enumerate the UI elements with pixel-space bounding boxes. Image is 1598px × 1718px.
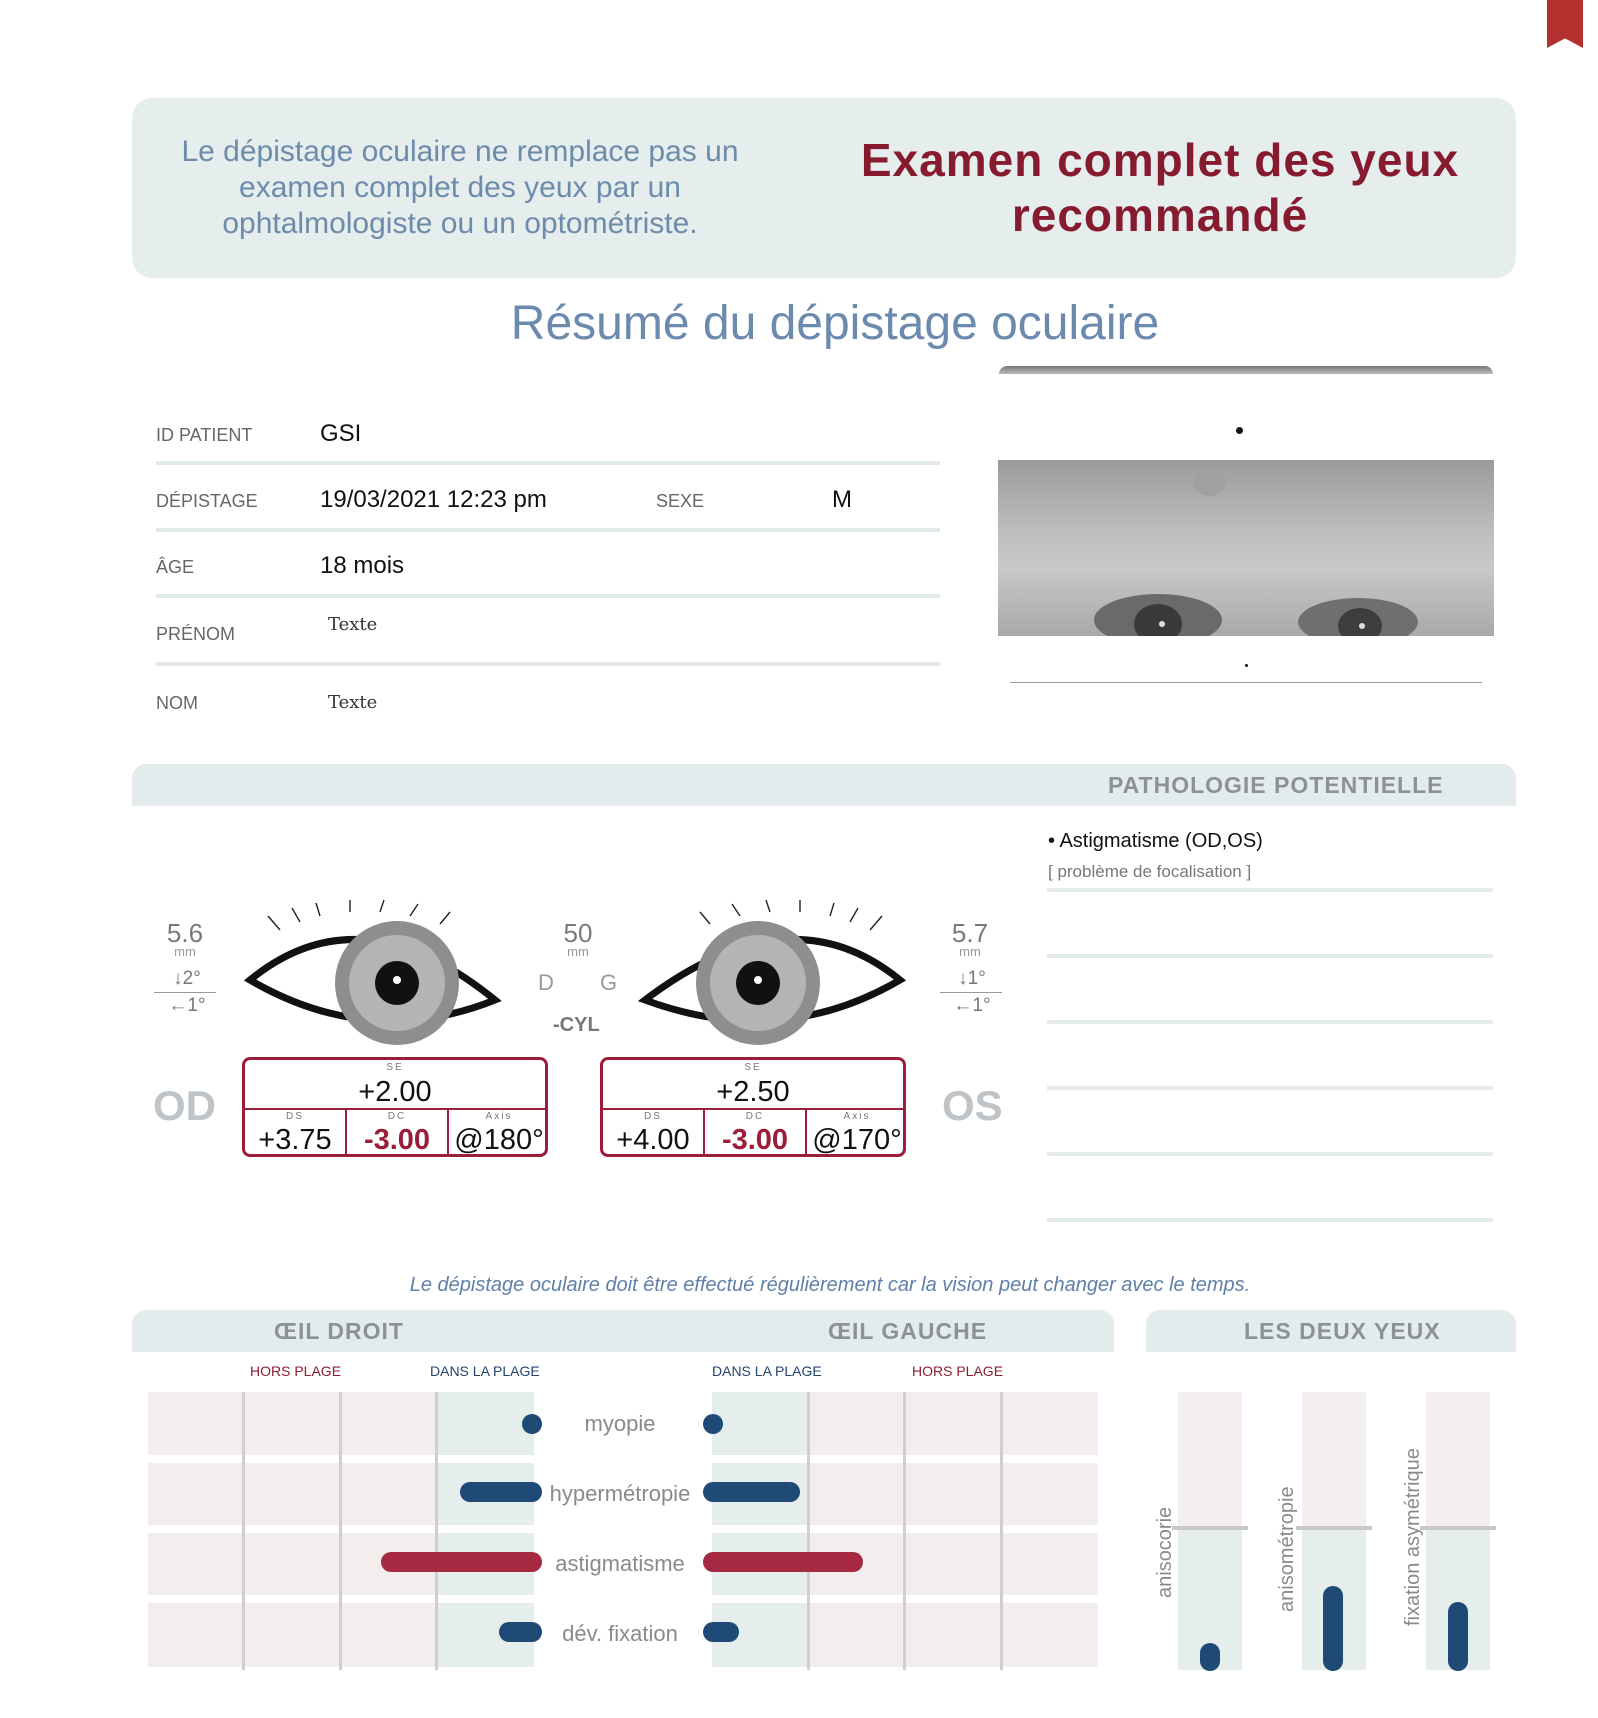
cylinder-convention: -CYL <box>553 1014 600 1036</box>
page-title: Résumé du dépistage oculaire <box>510 297 1160 350</box>
os-vertical-deviation: ↓1° <box>958 968 986 989</box>
asymmetric-fixation-label: fixation asymétrique <box>1402 1448 1424 1626</box>
pathology-item: • Astigmatisme (OD,OS) <box>1048 830 1263 852</box>
divider <box>1047 954 1493 958</box>
sex-label: SEXE <box>656 491 705 511</box>
os-astigmatism-bar <box>703 1552 863 1572</box>
os-horizontal-deviation: ←1° <box>953 995 991 1016</box>
os-in-range-label: DANS LA PLAGE <box>712 1363 822 1379</box>
anisocoria-bar <box>1200 1643 1220 1671</box>
os-dc-value: -3.00 <box>721 1124 789 1156</box>
od-label: OD <box>153 1082 216 1129</box>
os-se-value: +2.50 <box>716 1076 790 1108</box>
left-eye-marker: G <box>600 970 618 995</box>
os-fixation-bar <box>703 1622 739 1642</box>
pupillary-distance-unit: mm <box>567 944 589 959</box>
od-astigmatism-bar <box>381 1552 542 1572</box>
od-in-range-label: DANS LA PLAGE <box>430 1363 540 1379</box>
anisometropia-bar <box>1323 1586 1343 1671</box>
od-dc-cell <box>347 1110 447 1157</box>
pathology-title: PATHOLOGIE POTENTIELLE <box>1108 772 1444 798</box>
os-axis-cell <box>807 1110 907 1157</box>
od-pupil-unit: mm <box>174 944 196 959</box>
divider <box>940 992 1002 993</box>
od-out-of-range-label: HORS PLAGE <box>250 1363 342 1379</box>
od-axis-cell <box>449 1110 549 1157</box>
threshold-line <box>1420 1526 1496 1530</box>
patient-id-label: ID PATIENT <box>156 425 253 445</box>
anisocoria-label: anisocorie <box>1154 1506 1176 1598</box>
gridline <box>903 1392 906 1670</box>
divider <box>1047 1020 1493 1024</box>
photo-marker <box>1245 664 1248 667</box>
threshold-line <box>1172 1526 1248 1530</box>
both-eyes-title: LES DEUX YEUX <box>1244 1318 1441 1344</box>
gridline <box>435 1392 438 1670</box>
anisometropia-label: anisométropie <box>1276 1486 1298 1612</box>
os-pupil-size: 5.7 <box>951 918 989 948</box>
screening-label: DÉPISTAGE <box>156 491 258 511</box>
od-ds-value: +3.75 <box>258 1124 332 1156</box>
od-prescription-box <box>242 1057 548 1157</box>
divider <box>156 662 940 666</box>
divider <box>156 528 940 532</box>
od-ds-label: DS <box>286 1111 304 1122</box>
sex-value: M <box>832 486 852 513</box>
os-hyperopia-bar <box>703 1482 800 1502</box>
photo-marker <box>1236 427 1243 434</box>
screening-reminder: Le dépistage oculaire doit être effectué régulièrement car la vision peut changer avec le temps. <box>409 1274 1251 1296</box>
os-label: OS <box>942 1082 1003 1129</box>
od-dc-label: DC <box>387 1111 407 1122</box>
left-eye-icon <box>610 900 910 1050</box>
divider <box>154 992 216 993</box>
disclaimer-note: Le dépistage oculaire ne remplace pas un examen complet des yeux par un ophtalmologiste ou un optométriste. <box>181 135 739 240</box>
gridline <box>242 1392 245 1670</box>
os-ds-value: +4.00 <box>616 1124 690 1156</box>
gridline <box>339 1392 342 1670</box>
astigmatism-label: astigmatisme <box>555 1551 685 1576</box>
os-ds-cell <box>603 1110 703 1157</box>
pathology-item-detail: [ problème de focalisation ] <box>1048 862 1252 881</box>
divider <box>1047 1218 1493 1222</box>
recommendation-text: Examen complet des yeux recommandé <box>860 134 1460 241</box>
os-myopia-marker <box>703 1414 723 1434</box>
fixation-deviation-label: dév. fixation <box>562 1621 678 1646</box>
od-ds-cell <box>245 1110 345 1157</box>
gridline <box>807 1392 810 1670</box>
os-out-of-range-label: HORS PLAGE <box>912 1363 1004 1379</box>
divider <box>156 594 940 598</box>
gridline <box>1000 1392 1003 1670</box>
photo-eyes-icon <box>998 460 1494 636</box>
os-pupil-unit: mm <box>959 944 981 959</box>
hyperopia-label: hypermétropie <box>549 1481 691 1506</box>
right-eye-marker: D <box>538 970 554 995</box>
bookmark-icon[interactable] <box>1547 0 1583 48</box>
photo-frame-top <box>999 366 1493 374</box>
lastname-label: NOM <box>156 693 198 713</box>
right-eye-title: ŒIL DROIT <box>274 1318 404 1344</box>
divider <box>1047 1086 1493 1090</box>
od-se-value: +2.00 <box>358 1076 432 1108</box>
screening-value: 19/03/2021 12:23 pm <box>320 486 547 513</box>
photo-divider <box>1010 682 1482 683</box>
firstname-label: PRÉNOM <box>156 624 236 644</box>
divider <box>156 461 940 465</box>
threshold-line <box>1296 1526 1372 1530</box>
od-hyperopia-bar <box>460 1482 542 1502</box>
os-prescription-box <box>600 1057 906 1157</box>
pupillary-distance: 50 <box>563 918 593 948</box>
patient-eyes-photo <box>998 460 1494 636</box>
divider <box>1047 1152 1493 1156</box>
os-dc-label: DC <box>745 1111 765 1122</box>
od-horizontal-deviation: ←1° <box>168 995 206 1016</box>
od-se-label: SE <box>386 1062 404 1073</box>
od-vertical-deviation: ↓2° <box>173 968 201 989</box>
od-pupil-size: 5.6 <box>166 918 204 948</box>
od-myopia-marker <box>522 1414 542 1434</box>
patient-id-value: GSI <box>320 420 362 447</box>
os-axis-value: @170° <box>812 1124 902 1156</box>
right-eye-icon <box>240 900 530 1050</box>
myopia-label: myopie <box>584 1411 656 1436</box>
age-value: 18 mois <box>320 552 405 579</box>
lastname-value[interactable]: Texte <box>328 692 378 713</box>
od-axis-value: @180° <box>454 1124 544 1156</box>
os-ds-label: DS <box>644 1111 662 1122</box>
asymmetric-fixation-bar <box>1448 1602 1468 1671</box>
firstname-value[interactable]: Texte <box>328 614 378 635</box>
divider <box>1047 888 1493 892</box>
age-label: ÂGE <box>156 557 195 577</box>
od-dc-value: -3.00 <box>363 1124 431 1156</box>
os-dc-cell <box>705 1110 805 1157</box>
left-eye-title: ŒIL GAUCHE <box>828 1318 988 1344</box>
od-fixation-bar <box>499 1622 542 1642</box>
os-axis-label: Axis <box>843 1111 871 1122</box>
os-se-label: SE <box>744 1062 762 1073</box>
od-axis-label: Axis <box>485 1111 513 1122</box>
